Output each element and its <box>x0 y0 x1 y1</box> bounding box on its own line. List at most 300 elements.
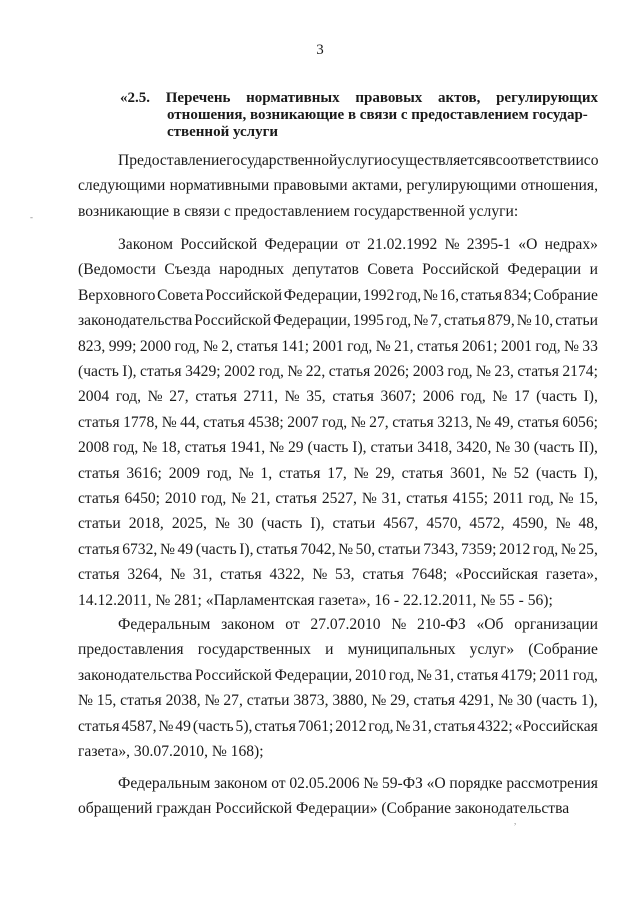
word: 3418, <box>417 439 453 457</box>
word: 210-ФЗ <box>417 616 466 633</box>
word: (часть <box>535 464 577 482</box>
word: газета», <box>545 566 598 584</box>
word: статья <box>78 540 120 558</box>
paragraph-law-59fz <box>78 771 598 822</box>
word: (Собрание <box>528 641 598 659</box>
word: № <box>231 490 247 508</box>
word: 7648; <box>411 566 448 584</box>
word: 4322, <box>269 566 305 584</box>
word: статьи <box>78 515 121 533</box>
word: 2000 <box>139 337 172 355</box>
word: статья <box>392 413 434 431</box>
word: статья <box>254 717 296 735</box>
word: год, <box>113 439 139 457</box>
word: Федерации, <box>273 312 351 330</box>
word: статья <box>256 540 298 558</box>
word: I), <box>122 363 137 381</box>
word: осуществляется <box>382 152 489 169</box>
word: 4570, <box>426 515 462 533</box>
word: I), <box>352 439 367 457</box>
text-line <box>78 612 598 637</box>
word: 1941, <box>230 439 266 457</box>
text-line <box>78 308 598 333</box>
word: № <box>170 566 186 584</box>
word: 2010 <box>164 490 197 508</box>
word: 44, <box>180 413 200 431</box>
word: 02.05.2006 <box>289 775 360 792</box>
word: Российской <box>194 312 272 330</box>
word: 31, <box>412 717 432 735</box>
word: 2011 <box>493 490 524 508</box>
word: «Об <box>476 616 504 633</box>
word: 2009 <box>168 464 200 482</box>
text-line <box>78 537 598 562</box>
word: № <box>371 692 387 710</box>
word: № <box>158 717 174 735</box>
word: организации <box>514 616 598 633</box>
text-line <box>78 739 598 764</box>
word: Верховного <box>78 286 156 304</box>
word: 3607; <box>380 388 417 406</box>
word: I), <box>583 388 598 406</box>
word: 33 <box>582 337 598 355</box>
word: 53, <box>335 566 355 584</box>
word: статья <box>275 490 317 508</box>
word: услуги <box>337 152 383 169</box>
word: год, <box>395 286 422 304</box>
word: I), <box>583 464 598 482</box>
word: № <box>147 388 163 406</box>
scan-mark: , <box>514 816 517 826</box>
word: 6056; <box>562 413 598 431</box>
word: 10, <box>533 312 554 330</box>
text-line <box>78 714 598 739</box>
word: № <box>495 439 511 457</box>
word: порядке <box>449 775 503 792</box>
word: статья <box>140 363 182 381</box>
word: II), <box>578 439 598 457</box>
word: 1778, <box>123 413 159 431</box>
word: 2008 <box>78 439 110 457</box>
word: № <box>444 236 460 253</box>
word: недрах» <box>544 236 598 253</box>
word: Законом <box>118 236 174 253</box>
word: 4179; <box>501 666 537 684</box>
word: 30 <box>237 515 254 533</box>
word: № <box>203 337 218 355</box>
word: в <box>488 152 496 169</box>
word: год, <box>532 540 559 558</box>
word: статья <box>413 692 456 710</box>
word: Предоставление <box>118 152 227 169</box>
text-line <box>78 384 598 409</box>
word: 7042, <box>300 540 336 558</box>
word: № <box>238 464 254 482</box>
word: № <box>287 363 303 381</box>
text-line <box>78 359 598 384</box>
word: 7359; <box>460 540 497 558</box>
word: 6450; <box>124 490 160 508</box>
text-line-content <box>78 637 598 662</box>
word: год, <box>322 413 348 431</box>
word: 3213, <box>437 413 473 431</box>
word: 16, <box>439 286 459 304</box>
word: 1995 <box>352 312 384 330</box>
word: 4567, <box>383 515 419 533</box>
word: 31, <box>381 490 402 508</box>
word: законодательства <box>78 666 193 684</box>
word: статьи <box>555 312 598 330</box>
word: год, <box>460 388 486 406</box>
heading-word: регулирующих <box>496 90 598 106</box>
word: 21.02.1992 <box>367 236 438 253</box>
word: год, <box>572 666 598 684</box>
word: год, <box>206 464 232 482</box>
word: 3420, <box>456 439 492 457</box>
word: 3601, <box>449 464 486 482</box>
word: 27, <box>169 388 189 406</box>
word: 29, <box>375 464 395 482</box>
word: 52 <box>513 464 530 482</box>
word: 2012 <box>335 717 367 735</box>
text-line <box>78 511 598 536</box>
word: 2018, <box>128 515 164 533</box>
word: статья <box>456 666 499 684</box>
word: и <box>589 261 598 279</box>
text-line-content <box>78 486 598 511</box>
word: 1), <box>580 692 598 710</box>
word: рассмотрения <box>506 775 598 792</box>
word: статья <box>78 566 120 584</box>
text-line-content <box>118 148 598 173</box>
word: статья <box>433 717 476 735</box>
word: регулирующими <box>406 177 517 195</box>
word: статья <box>517 413 559 431</box>
text-line <box>78 688 598 713</box>
word: Съезда <box>164 261 211 279</box>
word: статья <box>203 413 245 431</box>
word: № <box>492 388 508 406</box>
word: актами, <box>351 177 403 195</box>
word: со <box>583 152 599 169</box>
word: законом <box>221 616 275 633</box>
word: (часть <box>307 439 349 457</box>
word: 879, <box>487 312 515 330</box>
word: № <box>361 490 377 508</box>
word: статья <box>78 490 120 508</box>
word: правовыми <box>273 177 348 195</box>
word: № <box>269 439 285 457</box>
word: № <box>214 515 230 533</box>
text-line-content: обращений граждан Российской Федерации» (Собрание законодательства <box>78 800 570 818</box>
text-line-content <box>78 334 598 359</box>
text-line <box>78 562 598 587</box>
word: 22, <box>305 363 326 381</box>
word: № <box>363 775 379 792</box>
word: 3880, <box>332 692 368 710</box>
heading-word: правовых <box>355 90 423 106</box>
word: год, <box>535 337 561 355</box>
word: Совета <box>157 286 204 304</box>
text-line <box>78 461 598 486</box>
word: 17, <box>327 464 347 482</box>
word: год, <box>388 666 415 684</box>
word: статьи <box>370 439 414 457</box>
word: Совета <box>367 261 414 279</box>
word: 141; <box>281 337 310 355</box>
text-line-content <box>78 308 598 333</box>
word: № <box>338 540 354 558</box>
word: год, <box>115 388 142 406</box>
text-line <box>78 232 598 257</box>
word: № <box>516 312 532 330</box>
word: 7061; <box>297 717 334 735</box>
word: № <box>142 439 158 457</box>
word: 50, <box>355 540 376 558</box>
text-line <box>78 435 598 460</box>
word: статья <box>278 464 321 482</box>
word: 4291, <box>458 692 495 710</box>
text-line-content <box>78 384 598 409</box>
text-line-content <box>78 257 598 282</box>
heading-line-3: ственной услуги <box>167 124 279 140</box>
word: и <box>325 641 334 659</box>
text-line-content <box>78 359 598 384</box>
word: 4155; <box>452 490 489 508</box>
word: 2395-1 <box>466 236 511 253</box>
word: статья <box>236 337 278 355</box>
word: № <box>413 312 429 330</box>
word: статья <box>78 464 120 482</box>
word: 18, <box>161 439 181 457</box>
word: Федеральным <box>118 775 211 792</box>
word: депутатов <box>292 261 359 279</box>
scan-mark: - <box>30 212 33 222</box>
text-line <box>78 199 598 224</box>
text-line-content <box>118 771 598 796</box>
word: 59-ФЗ <box>381 775 423 792</box>
word: статья <box>78 717 120 735</box>
word: (часть <box>536 388 577 406</box>
word: 4590, <box>512 515 548 533</box>
word: (часть <box>536 692 578 710</box>
word: Собрание <box>533 286 598 304</box>
word: 25, <box>578 540 598 558</box>
word: статья <box>416 337 459 355</box>
word: 2025, <box>171 515 207 533</box>
word: I), <box>239 540 254 558</box>
word: 23, <box>494 363 514 381</box>
word: 4538; <box>248 413 284 431</box>
word: статья <box>220 566 262 584</box>
word: «О <box>426 775 446 792</box>
word: 2006 <box>422 388 454 406</box>
word: статья <box>517 363 559 381</box>
word: отношения, <box>520 177 598 195</box>
word: (часть <box>533 439 575 457</box>
word: 2012 <box>499 540 531 558</box>
text-line-content <box>78 562 598 587</box>
text-line <box>78 663 598 688</box>
word: статья <box>184 439 227 457</box>
text-line <box>78 148 598 173</box>
word: 3616; <box>126 464 162 482</box>
word: Федерации, <box>274 666 353 684</box>
word: 49, <box>494 413 514 431</box>
word: от <box>345 236 360 253</box>
word: год, <box>258 363 284 381</box>
word: законодательства <box>78 312 193 330</box>
heading-word: нормативных <box>246 90 340 106</box>
word: 2011 <box>539 666 570 684</box>
paragraph-law-nedra <box>78 232 598 613</box>
word: год, <box>528 490 554 508</box>
word: статья <box>332 388 374 406</box>
word: 3429; <box>185 363 221 381</box>
paragraph-intro <box>78 148 598 224</box>
word: 2061; <box>461 337 498 355</box>
text-line <box>78 771 598 796</box>
word: 48, <box>578 515 598 533</box>
text-line-content: 14.12.2011, № 281; «Парламентская газета», 16 - 22.12.2011, № 55 - 56); <box>78 591 553 609</box>
word: 999; <box>108 337 137 355</box>
word: 27, <box>223 692 243 710</box>
word: (Ведомости <box>78 261 156 279</box>
page-number: 3 <box>316 42 324 58</box>
text-line <box>78 334 598 359</box>
word: № <box>353 464 369 482</box>
word: (часть <box>195 540 237 558</box>
word: 2007 <box>287 413 319 431</box>
word: № <box>555 515 571 533</box>
word: I), <box>310 515 325 533</box>
text-line-content <box>78 435 598 460</box>
word: статья <box>406 490 448 508</box>
word: статья <box>443 312 486 330</box>
heading-word: «2.5. <box>120 90 150 106</box>
text-line <box>78 486 598 511</box>
word: статья <box>460 286 503 304</box>
word: № <box>391 616 407 633</box>
word: 2038, <box>165 692 201 710</box>
word: № <box>395 717 411 735</box>
word: 30 <box>514 439 530 457</box>
heading-word: Перечень <box>165 90 231 106</box>
word: 15, <box>578 490 598 508</box>
word: Федерации, <box>283 286 362 304</box>
word: год, <box>368 717 394 735</box>
word: законом <box>214 775 268 792</box>
text-line-content <box>78 461 598 486</box>
word: статья <box>362 566 404 584</box>
word: услуг» <box>469 641 515 659</box>
word: № <box>204 692 220 710</box>
text-line-content <box>78 537 598 562</box>
word: № <box>475 413 491 431</box>
word: 27, <box>369 413 389 431</box>
word: 2001 <box>312 337 344 355</box>
word: следующими <box>78 177 166 195</box>
word: год, <box>174 337 200 355</box>
text-line-content <box>78 283 598 308</box>
word: 17 <box>513 388 530 406</box>
word: 4572, <box>469 515 505 533</box>
text-line-content <box>78 663 598 688</box>
word: 27.07.2010 <box>310 616 381 633</box>
text-line-content <box>78 410 598 435</box>
word: год, <box>385 312 412 330</box>
heading-line-2: отношения, возникающие в связи с предоставлением государ- <box>167 107 588 123</box>
word: «О <box>518 236 538 253</box>
word: № <box>161 413 177 431</box>
word: год, <box>201 490 227 508</box>
word: от <box>285 616 300 633</box>
word: 2711, <box>243 388 279 406</box>
word: № <box>476 363 491 381</box>
word: № <box>284 388 300 406</box>
text-line-content <box>78 511 598 536</box>
word: 2001 <box>500 337 532 355</box>
text-line <box>78 637 598 662</box>
word: 31, <box>192 566 213 584</box>
text-line-content <box>118 232 598 257</box>
word: статьи <box>377 540 421 558</box>
word: 823, <box>78 337 106 355</box>
word: № <box>416 666 432 684</box>
word: 2, <box>221 337 234 355</box>
word: 6732, <box>122 540 158 558</box>
word: № <box>558 490 574 508</box>
word: № <box>564 337 579 355</box>
word: Федеральным <box>118 616 211 633</box>
word: статьи <box>332 515 376 533</box>
text-line <box>78 257 598 282</box>
word: статья <box>195 388 237 406</box>
text-line-content: возникающие в связи с предоставлением государственной услуги: <box>78 202 519 220</box>
word: Федерации <box>507 261 582 279</box>
word: 2026; <box>373 363 410 381</box>
word: 3873, <box>293 692 329 710</box>
section-heading <box>120 90 598 141</box>
word: № <box>159 540 175 558</box>
word: 2010 <box>354 666 387 684</box>
word: Российской <box>205 286 283 304</box>
text-line <box>78 796 598 821</box>
word: статья <box>401 464 444 482</box>
word: 21, <box>250 490 271 508</box>
word: 4322; <box>477 717 513 735</box>
text-line-content <box>78 714 598 739</box>
text-line-content <box>118 612 598 637</box>
text-line <box>78 283 598 308</box>
word: Российской <box>422 261 499 279</box>
word: № <box>497 692 513 710</box>
word: от <box>271 775 286 792</box>
heading-word: актов, <box>438 90 481 106</box>
word: 2002 <box>224 363 256 381</box>
word: № <box>491 464 507 482</box>
word: 1992 <box>363 286 395 304</box>
heading-line-1 <box>120 90 598 107</box>
word: 31, <box>434 666 455 684</box>
word: № <box>312 566 328 584</box>
word: № <box>422 286 438 304</box>
word: статьи <box>246 692 290 710</box>
word: 49 <box>175 717 191 735</box>
word: № <box>560 540 576 558</box>
word: 2004 <box>78 388 110 406</box>
word: 49 <box>177 540 194 558</box>
